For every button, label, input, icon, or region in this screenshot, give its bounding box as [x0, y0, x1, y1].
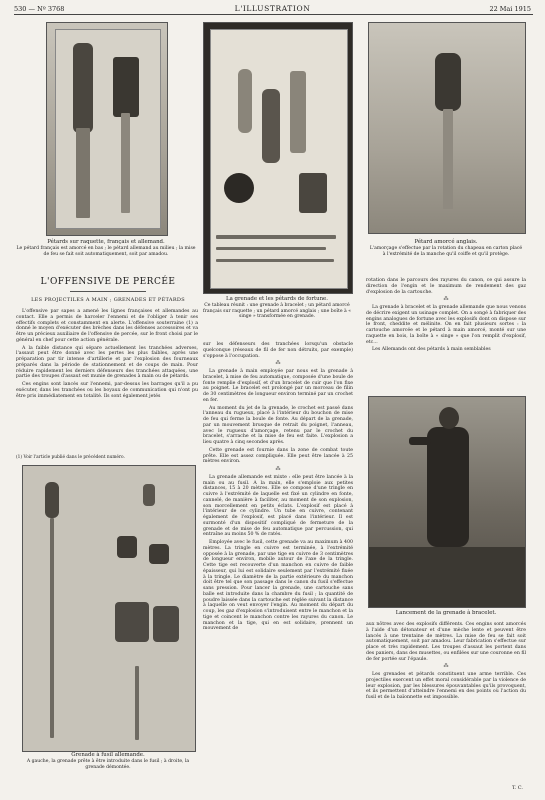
- masthead-title: L'ILLUSTRATION: [234, 4, 311, 13]
- caption-fig5-title: Lancement de la grenade à bracelet.: [395, 610, 497, 616]
- col1-paragraph: Ces engins sont lancés sur l'ennemi, par-dessus les barrages qu'il a pu exécuter, dans les tranchées ou les boyaux de communication qui n'ont pu être pris immédiatement en totalité. Ils sont également jetés: [16, 382, 198, 399]
- caption-fig3: [368, 240, 524, 257]
- section-separator: ⁂: [443, 663, 449, 670]
- caption-fig5: [368, 611, 524, 617]
- col3-paragraph: Les Allemands ont des pétards à main semblables: [372, 347, 491, 353]
- col1-paragraph: L'offensive par sapes a amené les lignes françaises et allemandes au contact. Elle a permis de harceler l'ennemi et de l'obliger à tenir ses effectifs complets et constamment en alerte. L'offensive souterraine (1) a donné le moyen d'exécuter des brèches dans les défenses accessoires et va être un précieux auxiliaire de l'offensive de percée, sur le front choisi par le général en chef pour cette action générale.: [16, 309, 198, 343]
- issue-date: 22 Mai 1915: [489, 5, 531, 13]
- column-3-bottom: [366, 622, 526, 703]
- col2-paragraph: La grenade à main employée par nous est la grenade à bracelet, à mise de feu automatique, composée d'une boule de fonte remplie d'explosif, et d'un bracelet de cuir que l'on fixe au poignet. Le bracelet est prolongé par un morceau de filin de 30 centimètres de longueur environ terminé par un crochet en fer.: [203, 369, 353, 403]
- caption-fig2-title: La grenade et les pétards de fortune.: [226, 296, 328, 302]
- photo-english-bomb: [368, 22, 526, 234]
- photo-throwing-grenade: [368, 396, 526, 608]
- footnote: (1) Voir l'article publié dans le précédent numéro.: [16, 455, 125, 460]
- caption-fig1-title: Pétards sur raquette, français et allemand.: [47, 239, 165, 245]
- section-separator: ⁂: [275, 360, 281, 367]
- section-separator: ⁂: [443, 296, 449, 303]
- col2-paragraph: Cette grenade est fournie dans la zone de combat toute prête. Elle est assez compliquée. Elle peut être lancée à 25 mètres environ.: [203, 447, 353, 465]
- col2-paragraph: Employée avec le fusil, cette grenade va au maximum à 400 mètres. La tringle en cuivre est terminée, à l'extrémité opposée à la grenade, par une tige en cuivre de 3 centimètres de longueur environ, mobile autour de l'axe de la tringle. Cette tige est recouverte d'un manchon en cuivre de faible épaisseur, qui lui est solidaire seulement par l'extrémité fixée à la tringle. Le diamètre de la partie extérieure du manchon doit être tel que son passage dans le canon du fusil s'effectue sans pression. Pour lancer la grenade, une cartouche sans balle est introduite dans la chambre du fusil ; la quantité de poudre laissée dans la cartouche est réglée suivant la distance à laquelle on veut envoyer l'engin. Au moment du départ du coup, les gaz d'explosion s'introduisent entre le manchon et la tige et coincent le manchon contre les rayures du canon. Le manchon et la tige, qui en est solidaire, prennent un mouvement de: [203, 540, 353, 632]
- caption-fig4: [18, 753, 198, 770]
- article-signature: T. C.: [511, 785, 523, 791]
- col3-paragraph: aux nôtres avec des explosifs différents. Ces engins sont amorcés à l'aide d'un détonateur et d'une mèche lente et peuvent être lancés à une trentaine de mètres. La mise de feu se fait soit automatiquement, soit par amadou. Leur fabrication s'effectue sur place et très rapidement. Les troupes d'assaut les portent dans des paniers, dans des musettes, ou enfilées sur une couronne en fil de fer portée sur l'épaule.: [366, 622, 526, 662]
- col2-paragraph: La grenade allemande est mixte : elle peut être lancée à la main ou au fusil. A la main, elle s'emploie aux petites distances, 15 à 20 mètres. Elle se compose d'une tringle en cuivre à l'extrémité de laquelle est fixé un cylindre en fonte, cannelé, de manière à faciliter, au moment de son explosion, son morcellement en petits éclats. L'explosif est placé à l'intérieur de ce cylindre. Un tube en cuivre, contenant également de l'explosif, est placé dans l'intérieur. Il est surmonté d'un dispositif compliqué de fermeture de la grenade et de mise de feu automatique par percussion, qui entraîne au moins 50 % de ratés.: [203, 474, 353, 538]
- caption-fig2: [200, 297, 354, 320]
- article-title: L'OFFENSIVE DE PERCÉE: [40, 277, 176, 287]
- col3-paragraph: La grenade à bracelet et la grenade allemande que nous venons de décrire exigent un usinage complet. On a songé à fabriquer des engins analogues de fortune avec les explosifs dont on dispose sur le front, cheddite et mélinite. On en fait plusieurs sortes : la cartouche amorcée et le pétard à main amorcé, monté sur une raquette en bois, la boîte à « singe » que l'on remplit d'explosif, etc...: [366, 305, 526, 345]
- caption-fig3-text: L'amorçage s'effectue par la rotation du chapeau en carton placé à l'extrémité de la manche qu'il coiffe et qu'il protège.: [369, 246, 523, 257]
- col3-paragraph: Les grenades et pétards constituent une arme terrible. Ces projectiles exercent un effet moral considérable par la violence de leur explosion, par les blessures épouvantables qu'ils provoquent, et ils permettent d'atteindre l'ennemi en des points où l'action du fusil et de la baïonnette est impossible.: [366, 672, 526, 700]
- caption-fig1: [16, 240, 196, 257]
- column-2: [203, 342, 353, 634]
- photo-racket-bombs: [46, 22, 168, 236]
- photo-grenade-board: [203, 22, 353, 294]
- page-number: 530 — Nº 3768: [14, 5, 65, 13]
- caption-fig1-text: Le pétard français est amorcé en bas ; le pétard allemand au milieu ; la mise de feu se fait soit automatiquement, soit par amadou.: [16, 246, 196, 257]
- photo-rifle-grenade: [22, 465, 196, 752]
- caption-fig4-text: A gauche, la grenade prête à être introduite dans le fusil ; à droite, la grenade démontée.: [26, 759, 190, 770]
- caption-fig3-title: Pétard amorcé anglais.: [414, 239, 478, 245]
- title-rule: [70, 291, 146, 292]
- article-subtitle: LES PROJECTILES A MAIN ; GRENADES ET PÉTARDS: [31, 297, 185, 303]
- col2-paragraph: sur les défenseurs des tranchées lorsqu'un obstacle quelconque (réseaux de fil de fer non détruits, par exemple) s'oppose à l'occupation.: [203, 342, 353, 359]
- header-rule: [14, 14, 533, 15]
- col1-paragraph: A la faible distance qui sépare actuellement les tranchées adverses, l'assaut peut être donné avec les pertes les plus faibles, après une préparation par tir intense d'artillerie et par l'explosion des fourneaux préparés dans la période de stationnement et de coups de main. Pour réduire rapidement les derniers défenseurs des tranchées attaquées, une partie des troupes d'assaut est munie de grenades à main ou de pétards.: [16, 345, 198, 380]
- col3-paragraph: rotation dans le parcours des rayures du canon, ce qui assure la direction de l'engin et le maximum de rendement des gaz d'explosion de la cartouche.: [366, 278, 526, 295]
- col2-paragraph: Au moment du jet de la grenade, le crochet est passé dans l'anneau du rugueux, placé à l'intérieur du bouchon de mise de feu qui ferme la boule de fonte. Au départ de la grenade, par un mouvement brusque de retrait du poignet, l'anneau, avec le rugueux d'amorçage, retenu par le crochet du bracelet, s'arrache et la mise de feu est faite. L'explosion a lieu quatre à cinq secondes après.: [203, 405, 353, 445]
- column-3-top: [366, 278, 526, 355]
- column-1: [16, 309, 198, 401]
- caption-fig4-title: Grenade à fusil allemande.: [71, 752, 145, 758]
- caption-fig2-text: Ce tableau réunit : une grenade à bracelet ; un pétard amorcé français sur raquette ; un pétard amorcé anglais ; une boîte à « singe » transformée en grenade.: [202, 303, 352, 320]
- section-separator: ⁂: [275, 466, 281, 472]
